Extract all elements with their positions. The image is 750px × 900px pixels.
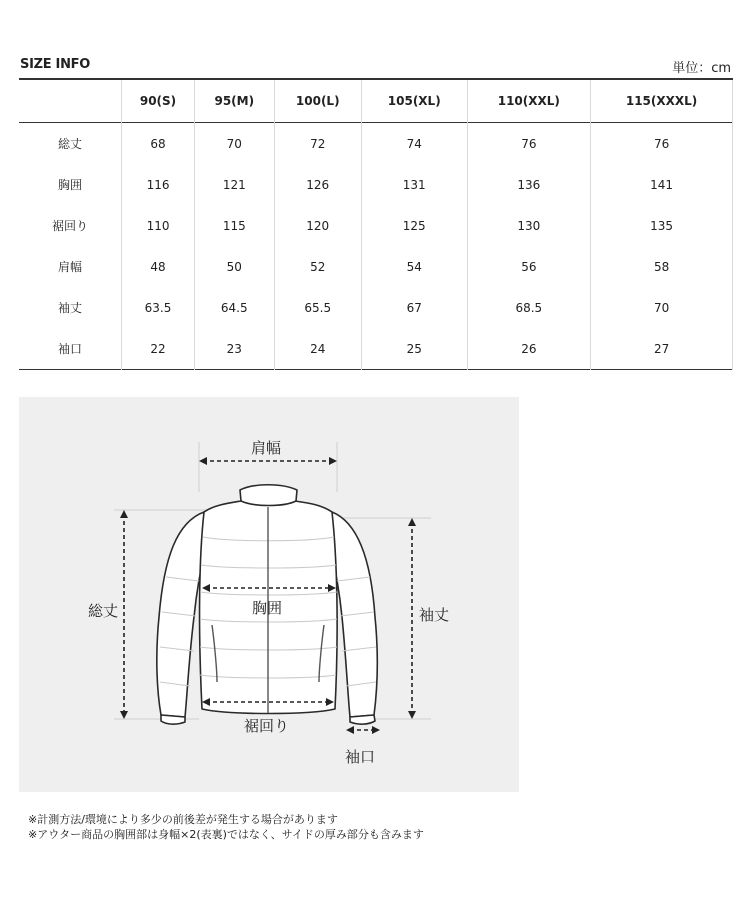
measurement-diagram (19, 397, 519, 792)
table-cell: 72 (274, 123, 361, 165)
table-cell: 136 (467, 164, 591, 205)
table-cell: 22 (122, 328, 195, 370)
table-cell: 23 (195, 328, 274, 370)
note-line: ※計測方法/環境により多少の前後差が発生する場合があります (28, 813, 338, 826)
table-cell: 56 (467, 246, 591, 287)
table-row (19, 123, 733, 165)
table-cell: 74 (361, 123, 467, 165)
table-row (19, 287, 733, 328)
sleeve-length-label: 袖丈 (419, 606, 450, 624)
header-cell-115xxxl: 115(XXXL) (591, 79, 733, 123)
size-info-title: SIZE INFO (20, 57, 90, 72)
size-table (19, 78, 733, 370)
shoulder-label: 肩幅 (251, 439, 282, 457)
table-cell: 25 (361, 328, 467, 370)
table-row (19, 164, 733, 205)
table-cell: 76 (591, 123, 733, 165)
table-cell: 135 (591, 205, 733, 246)
chest-label: 胸囲 (252, 599, 283, 617)
table-cell: 63.5 (122, 287, 195, 328)
table-cell: 70 (591, 287, 733, 328)
table-cell: 24 (274, 328, 361, 370)
header-cell-empty (19, 79, 122, 123)
row-label: 肩幅 (57, 260, 82, 274)
table-cell: 68.5 (467, 287, 591, 328)
table-cell: 115 (195, 205, 274, 246)
cuff-label: 袖口 (345, 748, 376, 766)
table-cell: 141 (591, 164, 733, 205)
table-cell: 125 (361, 205, 467, 246)
table-cell: 48 (122, 246, 195, 287)
row-label: 胸囲 (57, 178, 82, 192)
table-cell: 27 (591, 328, 733, 370)
table-cell: 76 (467, 123, 591, 165)
table-row (19, 328, 733, 370)
header-cell-105xl: 105(XL) (361, 79, 467, 123)
table-cell: 64.5 (195, 287, 274, 328)
hem-label: 裾回り (244, 717, 290, 735)
table-cell: 26 (467, 328, 591, 370)
header-cell-90s: 90(S) (122, 79, 195, 123)
table-cell: 50 (195, 246, 274, 287)
table-row (19, 246, 733, 287)
table-cell: 126 (274, 164, 361, 205)
note-line: ※アウター商品の胸囲部は身幅×2(表裏)ではなく、サイドの厚み部分も含みます (28, 828, 424, 841)
notes (28, 812, 424, 842)
table-header-row (19, 79, 733, 123)
row-label: 総丈 (57, 137, 82, 151)
table-cell: 58 (591, 246, 733, 287)
table-cell: 68 (122, 123, 195, 165)
header-cell-110xxl: 110(XXL) (467, 79, 591, 123)
table-cell: 130 (467, 205, 591, 246)
table-cell: 116 (122, 164, 195, 205)
table-cell: 54 (361, 246, 467, 287)
table-cell: 131 (361, 164, 467, 205)
table-cell: 121 (195, 164, 274, 205)
table-cell: 65.5 (274, 287, 361, 328)
table-row (19, 205, 733, 246)
total-length-label: 総丈 (88, 602, 119, 620)
table-cell: 52 (274, 246, 361, 287)
header-cell-100l: 100(L) (274, 79, 361, 123)
table-cell: 67 (361, 287, 467, 328)
row-label: 袖丈 (57, 301, 82, 315)
table-cell: 110 (122, 205, 195, 246)
unit-label: 単位：cm (672, 61, 731, 76)
table-cell: 120 (274, 205, 361, 246)
row-label: 裾回り (51, 219, 88, 233)
table-cell: 70 (195, 123, 274, 165)
row-label: 袖口 (57, 342, 82, 356)
header-cell-95m: 95(M) (195, 79, 274, 123)
